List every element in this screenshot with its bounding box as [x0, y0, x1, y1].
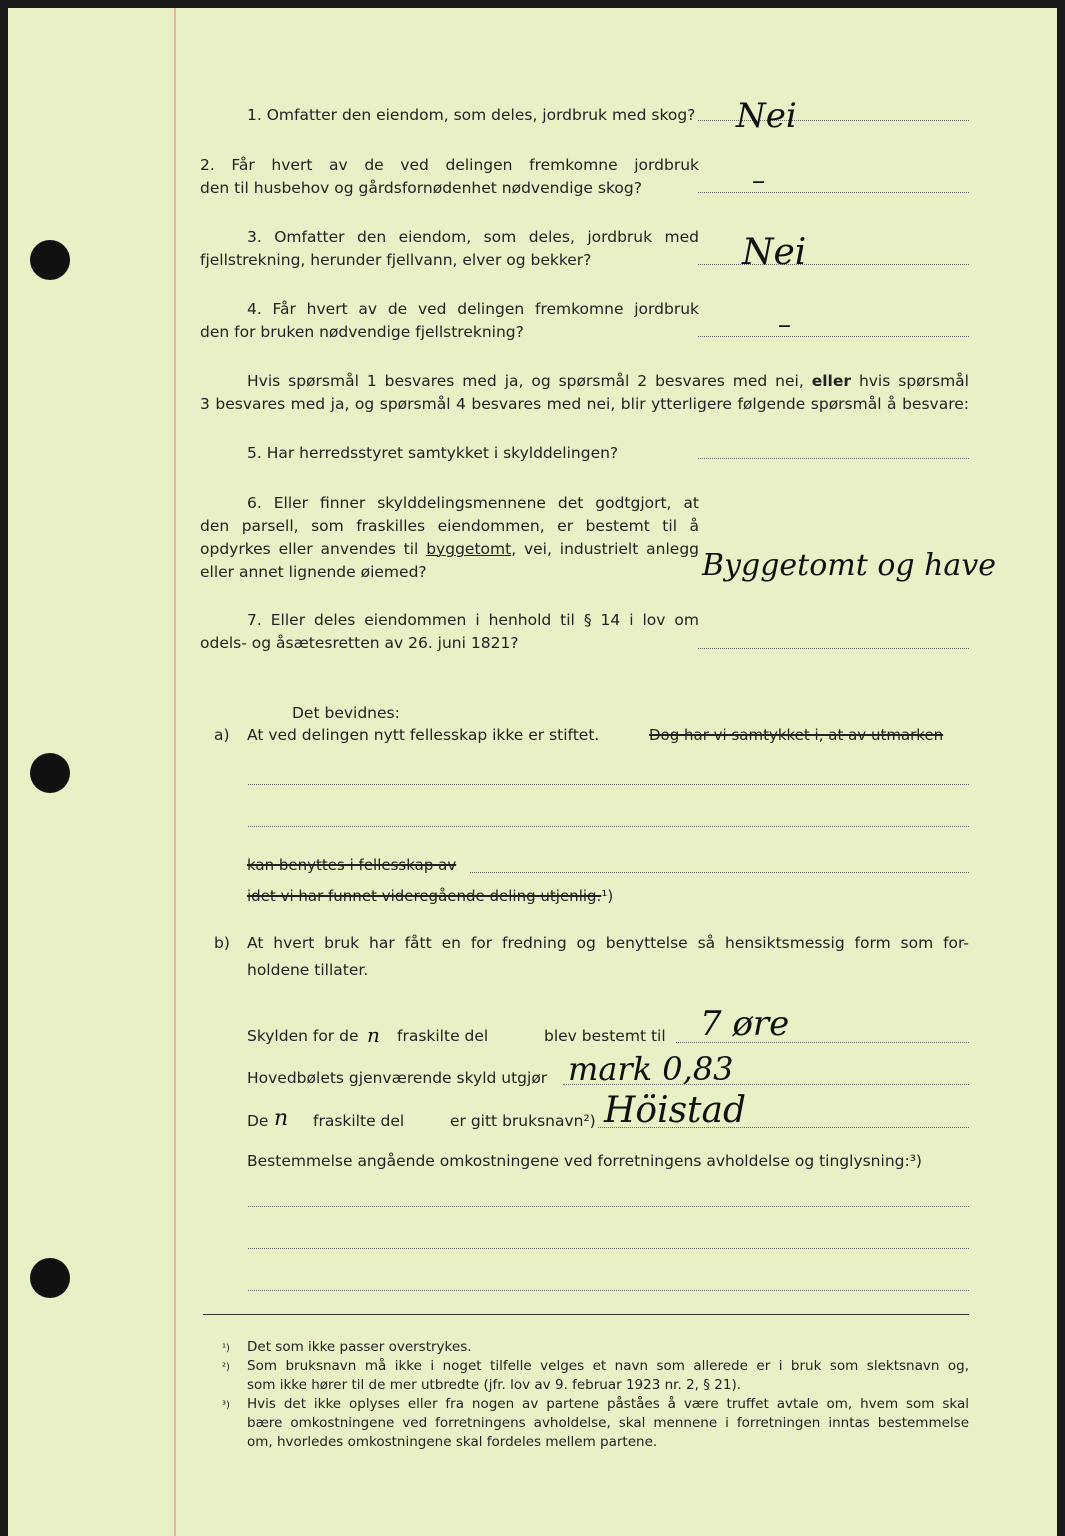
answer-4: – [778, 310, 791, 340]
de-label-post: er gitt bruksnavn²) [450, 1112, 596, 1130]
condition-line-1: Hvis spørsmål 1 besvares med ja, og spørsmål 2 besvares med nei, eller hvis spørsmål [247, 372, 969, 390]
punch-hole [30, 1258, 70, 1298]
certify-a-struck-2: kan benyttes i fellesskap av [247, 856, 457, 874]
certify-a-line-3 [470, 872, 969, 873]
certify-b-text-1: At hvert bruk har fått en for fredning og benyttelse så hensiktsmessig form som for- [247, 934, 969, 952]
punch-hole [30, 240, 70, 280]
skyld-value: 7 øre [700, 1004, 790, 1044]
question-6-line-1: 6. Eller finner skylddelingsmennene det godtgjort, at [247, 494, 699, 512]
question-7-line-1: 7. Eller deles eiendommen i henhold til § 14 i lov om [247, 611, 699, 629]
answer-2: – [752, 166, 765, 196]
skyld-mark: n [367, 1023, 380, 1047]
question-2-line-2: den til husbehov og gårdsfornødenhet nødvendige skog? [200, 179, 642, 197]
answer-line-4 [698, 336, 969, 337]
footnote-3-line-2: bære omkostningene ved forretningens avholdelse, skal mennene i forretningen inntas bestemmelse [247, 1415, 969, 1431]
footnote-2-line-2: som ikke hører til de mer utbredte (jfr. lov av 9. februar 1923 nr. 2, § 21). [247, 1377, 742, 1393]
footnote-1-num: ¹) [222, 1343, 230, 1354]
certify-a-struck-3-wrap: idet vi har funnet videregående deling utjenlig.¹) [247, 887, 614, 905]
question-6-line-2: den parsell, som fraskilles eiendommen, er bestemt til å [200, 517, 699, 535]
question-4-line-1: 4. Får hvert av de ved delingen fremkomne jordbruk [247, 300, 699, 318]
question-6-line-4: eller annet lignende øiemed? [200, 563, 427, 581]
question-4-line-2: den for bruken nødvendige fjellstrekning? [200, 323, 524, 341]
certify-a-line-1 [248, 784, 969, 785]
de-value: Höistad [604, 1090, 747, 1131]
question-3-line-1: 3. Omfatter den eiendom, som deles, jordbruk med [247, 228, 699, 246]
footnote-2-line-1: Som bruksnavn må ikke i noget tilfelle velges et navn som allerede er i bruk som slektsnavn og, [247, 1358, 969, 1374]
answer-3: Nei [742, 232, 807, 273]
answer-line-2 [698, 192, 969, 193]
certify-a-struck: Dog har vi samtykket i, at av utmarken [649, 726, 944, 744]
bestemmelse-label: Bestemmelse angående omkostningene ved forretningens avholdelse og tinglysning:³) [247, 1152, 922, 1170]
certify-b-label: b) [214, 934, 230, 952]
answer-line-7 [698, 648, 969, 649]
question-7-line-2: odels- og åsætesretten av 26. juni 1821? [200, 634, 519, 652]
skyld-label-post: blev bestemt til [544, 1027, 666, 1045]
hoved-value: mark 0,83 [568, 1050, 734, 1088]
answer-1: Nei [736, 96, 797, 136]
punch-hole [30, 753, 70, 793]
skyld-label-pre: Skylden for de [247, 1027, 359, 1045]
answer-line-5 [698, 458, 969, 459]
question-1: 1. Omfatter den eiendom, som deles, jordbruk med skog? [247, 106, 696, 124]
margin-line [174, 8, 176, 1536]
condition-line-2: 3 besvares med ja, og spørsmål 4 besvares med nei, blir ytterligere følgende spørsmål å besvare: [200, 395, 969, 413]
certify-a-text: At ved delingen nytt fellesskap ikke er stiftet. [247, 726, 600, 744]
footnote-3-line-1: Hvis det ikke oplyses eller fra nogen av partene påståes å være truffet avtale om, hvem som skal [247, 1396, 969, 1412]
footnote-separator [203, 1314, 969, 1315]
footnote-3-line-3: om, hvorledes omkostningene skal fordeles mellem partene. [247, 1434, 658, 1450]
answer-6: Byggetomt og have [702, 548, 997, 583]
de-label-pre: De [247, 1112, 269, 1130]
certify-b-text-2: holdene tillater. [247, 961, 369, 979]
bestemmelse-line-3 [248, 1290, 969, 1291]
footnote-1: Det som ikke passer overstrykes. [247, 1339, 472, 1355]
question-2-line-1: 2. Får hvert av de ved delingen fremkomne jordbruk [200, 156, 699, 174]
bestemmelse-line-1 [248, 1206, 969, 1207]
certify-a-label: a) [214, 726, 230, 744]
answer-line-3 [698, 264, 969, 265]
certify-a-line-2 [248, 826, 969, 827]
question-5: 5. Har herredsstyret samtykket i skylddelingen? [247, 444, 619, 462]
bestemmelse-line-2 [248, 1248, 969, 1249]
question-3-line-2: fjellstrekning, herunder fjellvann, elver og bekker? [200, 251, 592, 269]
question-6-line-3: opdyrkes eller anvendes til byggetomt, vei, industrielt anlegg [200, 540, 699, 558]
certify-heading: Det bevidnes: [292, 704, 400, 722]
de-label-mid: fraskilte del [313, 1112, 405, 1130]
hoved-label: Hovedbølets gjenværende skyld utgjør [247, 1069, 548, 1087]
de-mark: n [274, 1106, 289, 1131]
footnote-3-num: ³) [222, 1400, 230, 1411]
footnote-2-num: ²) [222, 1362, 230, 1373]
document-page [8, 8, 1057, 1536]
skyld-label-mid: fraskilte del [397, 1027, 489, 1045]
